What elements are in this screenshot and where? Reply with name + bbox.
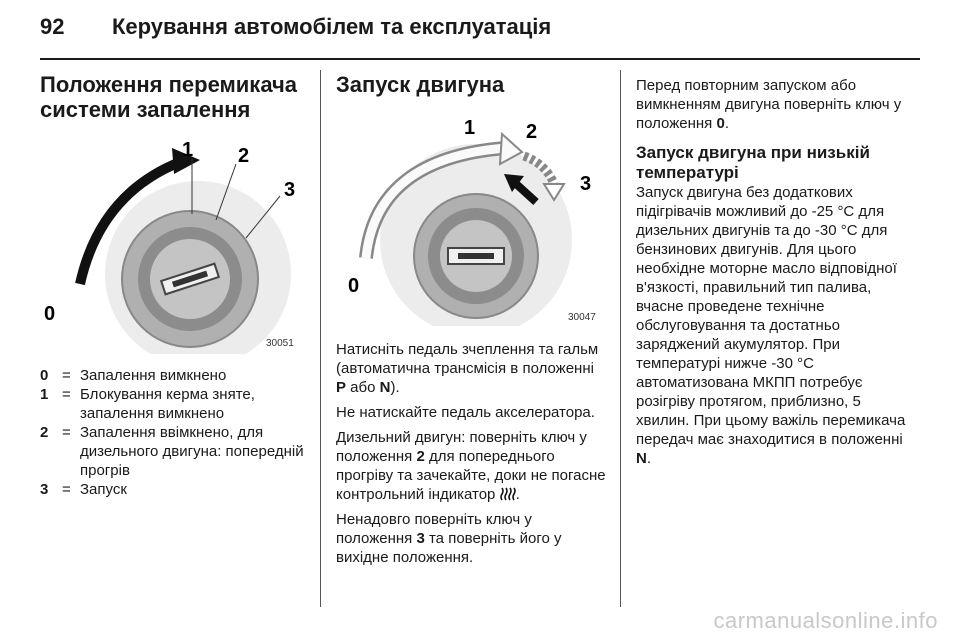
- key-slot: [448, 248, 504, 264]
- ignition-switch-figure: [40, 134, 306, 354]
- legend-eq: =: [62, 367, 71, 384]
- paragraph: [336, 510, 606, 567]
- position-label-0: 0: [348, 275, 360, 297]
- legend-key: 3: [40, 481, 49, 498]
- text-run: 3: [416, 530, 425, 547]
- heading-line: температурі: [636, 163, 739, 182]
- page-number: 92: [40, 14, 65, 39]
- engine-start-figure: [336, 108, 606, 326]
- figure-code: 30051: [266, 338, 294, 349]
- text-run: для попереднього прогріву та зачекайте, доки не погасне контрольний індикатор: [336, 448, 606, 503]
- text-run: Ненадовго поверніть ключ у положення: [336, 511, 532, 547]
- engine-start-text: [336, 340, 606, 573]
- legend-eq: =: [62, 424, 71, 441]
- page-header: [40, 14, 920, 44]
- section-heading-cold-start: [636, 143, 906, 183]
- text-run: ).: [390, 379, 400, 396]
- glow-plug-icon: [500, 487, 516, 501]
- position-label-1: 1: [464, 117, 476, 139]
- text-run: або: [346, 379, 380, 396]
- paragraph: Не натискайте педаль акселератора.: [336, 404, 595, 421]
- legend-text: Запалення вимкнено: [80, 367, 227, 384]
- heading-line: Положення перемикача: [40, 72, 298, 97]
- position-label-1: 1: [182, 139, 194, 161]
- column-divider-2: [620, 70, 621, 607]
- legend-text: Запуск: [80, 481, 127, 498]
- text-run: Запуск двигуна без додаткових підігрівачів можливий до -25 °C для дизельних двигунів та до -30 °C для бензинових двигунів. Для цього необхідне моторне масло відповідної в'язкості, правильний тип палива, вчасне проведене технічне обслуговування та достатньо заряджений акумулятор. При температурі нижче -30 °C автоматизована МКПП потребує розігріву протягом, приблизно, 5 хвилин. При цьому важіль перемикача передач має знаходитися в положенні: [636, 184, 906, 448]
- position-label-0: 0: [44, 303, 56, 325]
- paragraph: [636, 183, 906, 468]
- watermark: carmanualsonline.info: [713, 608, 938, 633]
- legend-eq: =: [62, 481, 71, 498]
- text-run: 0: [716, 115, 725, 132]
- column-ignition-positions: [40, 72, 306, 122]
- legend-eq: =: [62, 386, 71, 403]
- position-label-2: 2: [238, 145, 250, 167]
- position-legend: [40, 366, 310, 499]
- position-label-3: 3: [284, 179, 296, 201]
- header-divider: [40, 58, 920, 60]
- text-run: Дизельний двигун: поверніть ключ у положення: [336, 429, 587, 465]
- text-run: та поверніть його у вихідне положення.: [336, 530, 562, 566]
- section-heading-ignition: [40, 72, 306, 122]
- position-label-2: 2: [526, 121, 538, 143]
- legend-text: Запалення ввімкнено, для дизельного двигуна: попередній прогрів: [80, 424, 304, 479]
- paragraph: [336, 340, 606, 397]
- column-cold-start: [636, 76, 906, 474]
- legend-row: [40, 480, 310, 499]
- legend-key: 2: [40, 424, 49, 441]
- column-divider-1: [320, 70, 321, 607]
- paragraph: [636, 76, 906, 133]
- heading-line: Запуск двигуна при низькій: [636, 143, 870, 162]
- section-heading-engine-start: Запуск двигуна: [336, 72, 505, 97]
- text-run: Перед повторним запуском або вимкненням двигуна поверніть ключ у положення: [636, 77, 902, 132]
- text-run: .: [646, 450, 652, 467]
- figure-code: 30047: [568, 312, 596, 323]
- legend-row: [40, 385, 310, 423]
- text-run: P: [336, 379, 347, 396]
- chapter-title: Керування автомобілем та експлуатація: [112, 14, 552, 39]
- text-run: N: [636, 450, 647, 467]
- heading-line: системи запалення: [40, 97, 251, 122]
- legend-key: 1: [40, 386, 49, 403]
- text-run: 2: [416, 448, 425, 465]
- text-run: .: [724, 115, 729, 132]
- position-label-3: 3: [580, 173, 592, 195]
- text-run: .: [515, 486, 520, 503]
- legend-text: Блокування керма зняте, запалення вимкнено: [80, 386, 255, 422]
- legend-row: [40, 423, 310, 480]
- legend-row: [40, 366, 310, 385]
- column-engine-start: [336, 72, 606, 97]
- text-run: N: [379, 379, 391, 396]
- paragraph: [336, 428, 606, 504]
- text-run: Натисніть педаль зчеплення та гальм (автоматична трансмісія в положенні: [336, 341, 599, 377]
- legend-key: 0: [40, 367, 49, 384]
